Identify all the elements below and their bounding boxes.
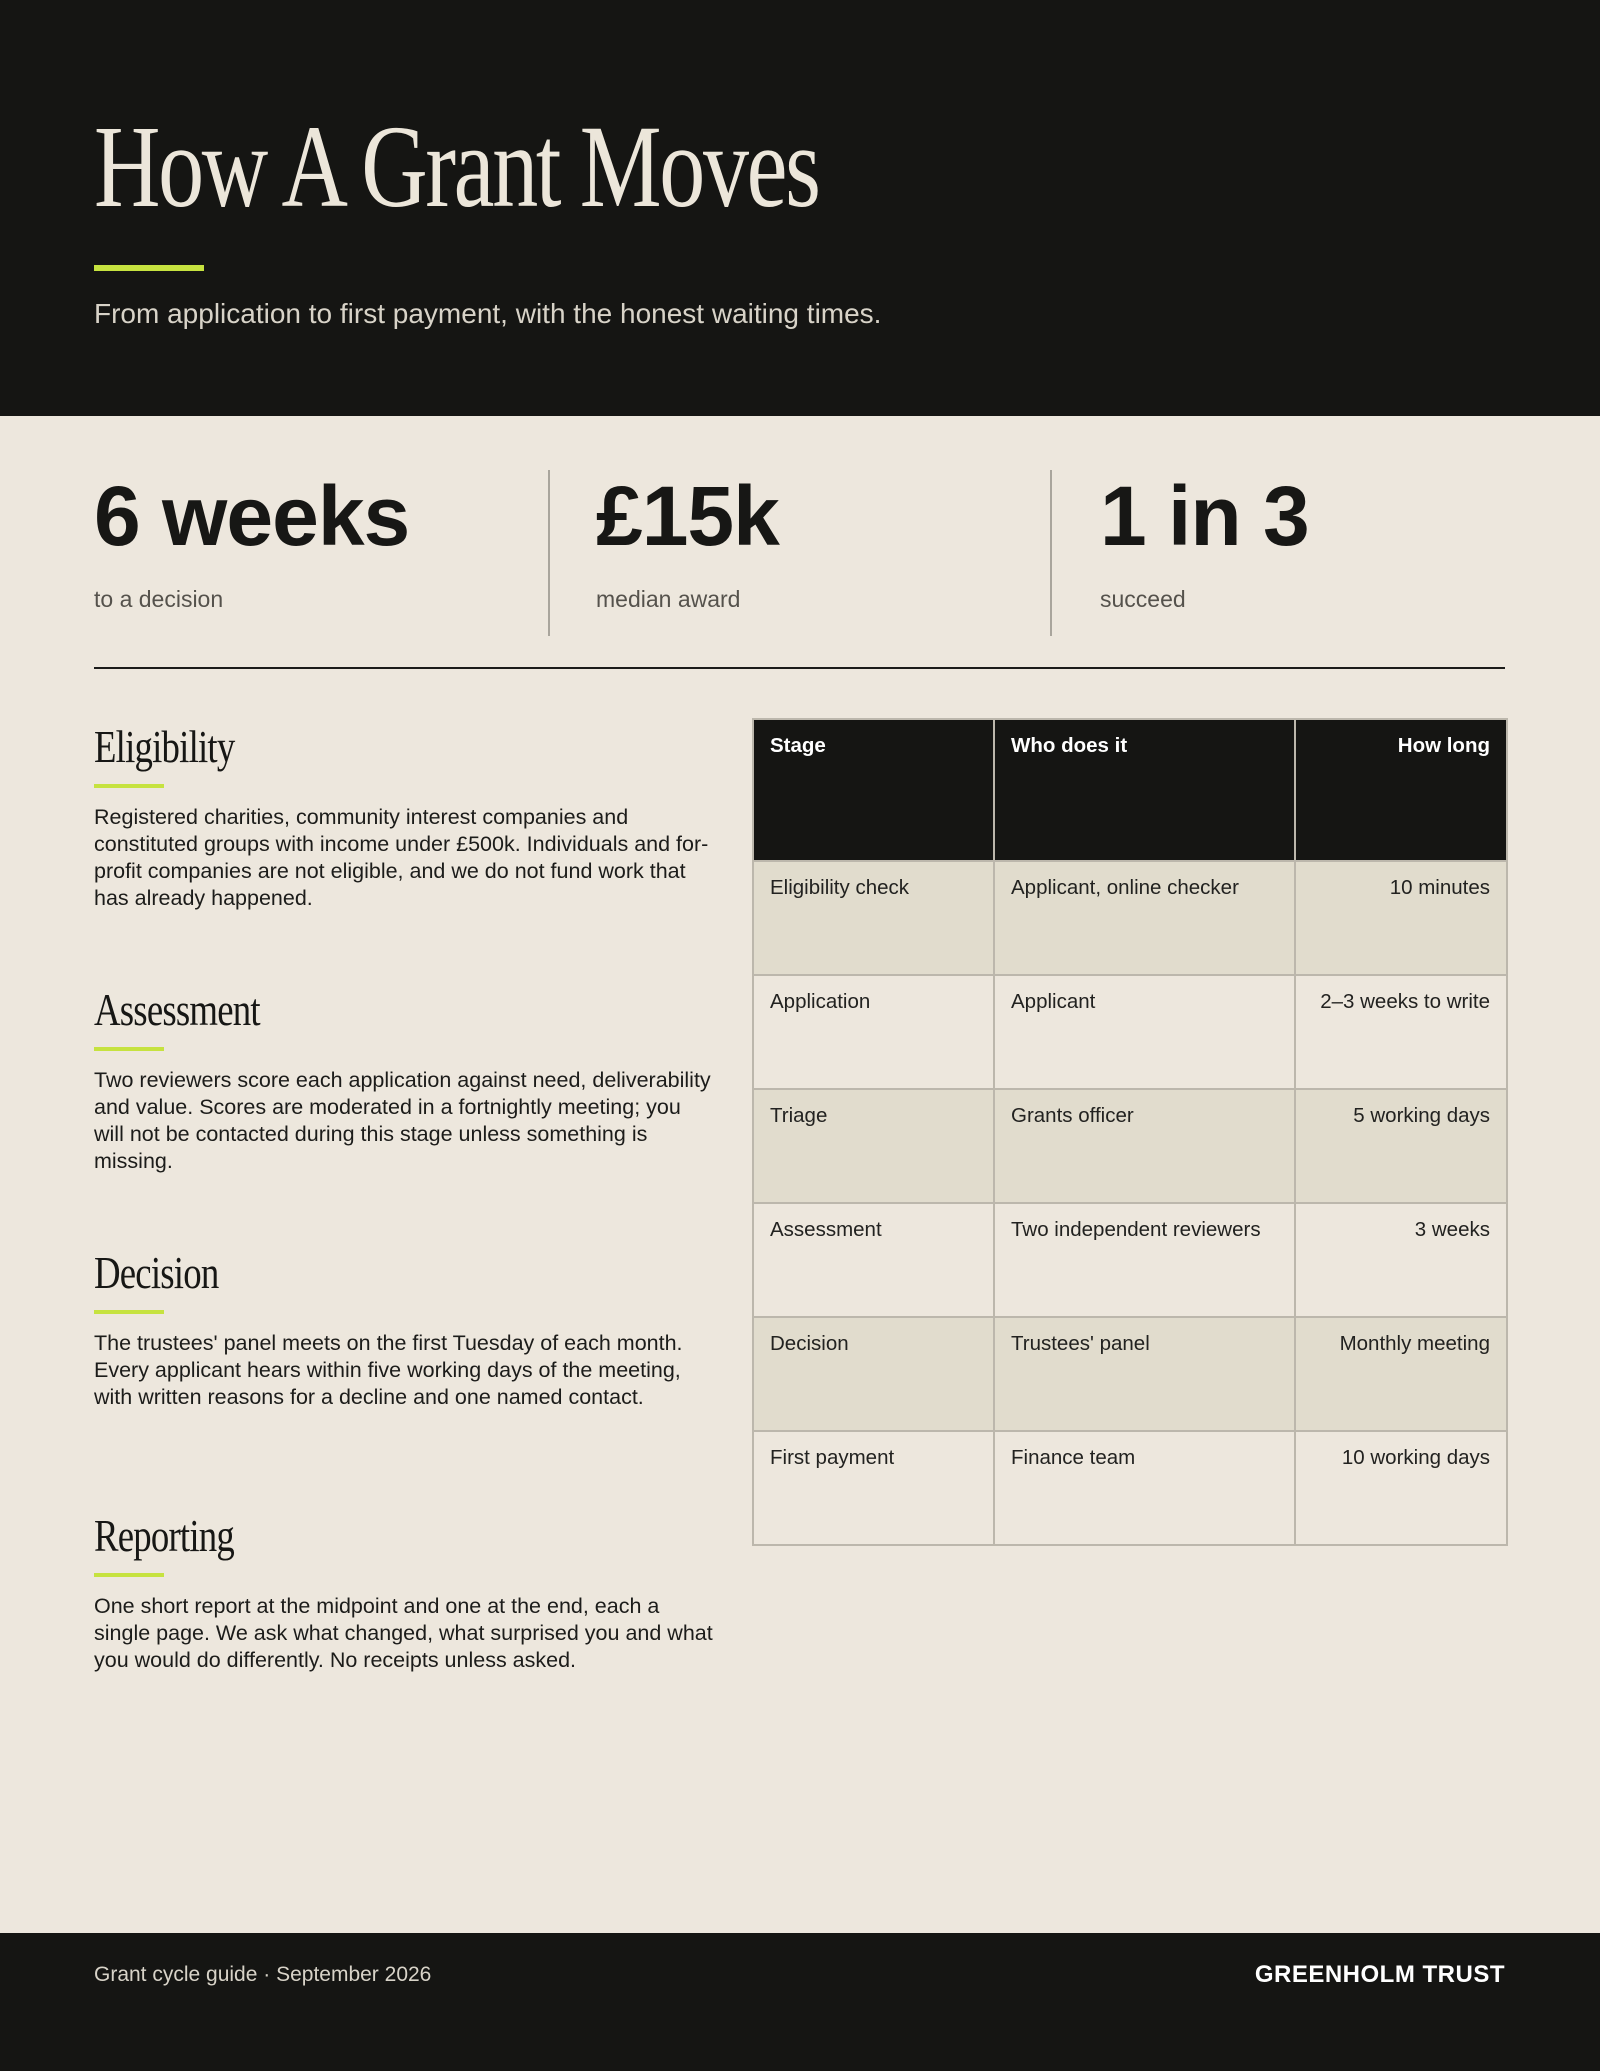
table-cell-who: Grants officer — [994, 1089, 1295, 1203]
section-body: One short report at the midpoint and one at the end, each a single page. We ask what changed, what surprised you and what you would do differently. No receipts unless asked. — [94, 1594, 713, 1672]
section-title: Eligibility — [94, 721, 235, 772]
page-title: How A Grant Moves — [94, 101, 819, 232]
section-decision — [94, 1247, 714, 1409]
table-cell-who: Trustees' panel — [994, 1317, 1295, 1431]
stat-value: £15k — [596, 469, 779, 563]
table-row — [753, 861, 1507, 975]
table-cell-stage: Decision — [753, 1317, 994, 1431]
page-subtitle: From application to first payment, with the honest waiting times. — [94, 298, 882, 329]
table-cell-duration: 10 minutes — [1295, 861, 1507, 975]
table-row — [753, 1089, 1507, 1203]
section-assessment — [94, 984, 714, 1173]
table-cell-duration: Monthly meeting — [1295, 1317, 1507, 1431]
table-cell-duration: 2–3 weeks to write — [1295, 975, 1507, 1089]
table-row — [753, 1431, 1507, 1545]
stat-divider — [548, 470, 550, 636]
grant-stages-table — [752, 718, 1506, 1546]
table-cell-who: Applicant, online checker — [994, 861, 1295, 975]
stats-divider-rule — [94, 667, 1505, 669]
stat-value: 6 weeks — [94, 469, 410, 563]
table-cell-stage: First payment — [753, 1431, 994, 1545]
title-accent-rule — [94, 265, 204, 271]
section-title: Assessment — [94, 984, 260, 1035]
column-header-stage: Stage — [753, 719, 994, 861]
section-accent-rule — [94, 1310, 164, 1314]
table-row — [753, 1317, 1507, 1431]
table-header-row — [753, 719, 1507, 861]
section-body: Registered charities, community interest companies and constituted groups with income under £500k. Individuals and for-profit companies are not eligible, and we do not fund work that has already happened. — [94, 805, 709, 910]
table-cell-duration: 10 working days — [1295, 1431, 1507, 1545]
table-cell-stage: Application — [753, 975, 994, 1089]
stat-divider — [1050, 470, 1052, 636]
column-header-who: Who does it — [994, 719, 1295, 861]
section-title: Reporting — [94, 1510, 234, 1561]
table-cell-who: Applicant — [994, 975, 1295, 1089]
table-cell-stage: Assessment — [753, 1203, 994, 1317]
stat-value: 1 in 3 — [1100, 469, 1309, 563]
table-row — [753, 975, 1507, 1089]
section-reporting — [94, 1510, 714, 1672]
footer-organisation-name: GREENHOLM TRUST — [1254, 1961, 1505, 1988]
stat-label: median award — [596, 586, 741, 612]
footer-publication-info: Grant cycle guide · September 2026 — [94, 1963, 432, 1986]
table-cell-duration: 3 weeks — [1295, 1203, 1507, 1317]
stat-label: succeed — [1100, 586, 1186, 612]
table-cell-who: Finance team — [994, 1431, 1295, 1545]
section-eligibility — [94, 721, 714, 910]
section-body: Two reviewers score each application against need, deliverability and value. Scores are moderated in a fortnightly meeting; you will not be contacted during this stage unless something is missing. — [94, 1068, 711, 1173]
column-header-how-long: How long — [1295, 719, 1507, 861]
section-accent-rule — [94, 1047, 164, 1051]
section-title: Decision — [94, 1247, 219, 1298]
section-accent-rule — [94, 784, 164, 788]
table-cell-who: Two independent reviewers — [994, 1203, 1295, 1317]
stat-label: to a decision — [94, 586, 224, 612]
table-cell-stage: Eligibility check — [753, 861, 994, 975]
section-body: The trustees' panel meets on the first Tuesday of each month. Every applicant hears within five working days of the meeting, with written reasons for a decline and one named contact. — [94, 1331, 683, 1409]
section-accent-rule — [94, 1573, 164, 1577]
table-row — [753, 1203, 1507, 1317]
table-cell-duration: 5 working days — [1295, 1089, 1507, 1203]
table-cell-stage: Triage — [753, 1089, 994, 1203]
page-footer — [0, 1933, 1600, 2071]
hero-banner — [0, 0, 1600, 416]
